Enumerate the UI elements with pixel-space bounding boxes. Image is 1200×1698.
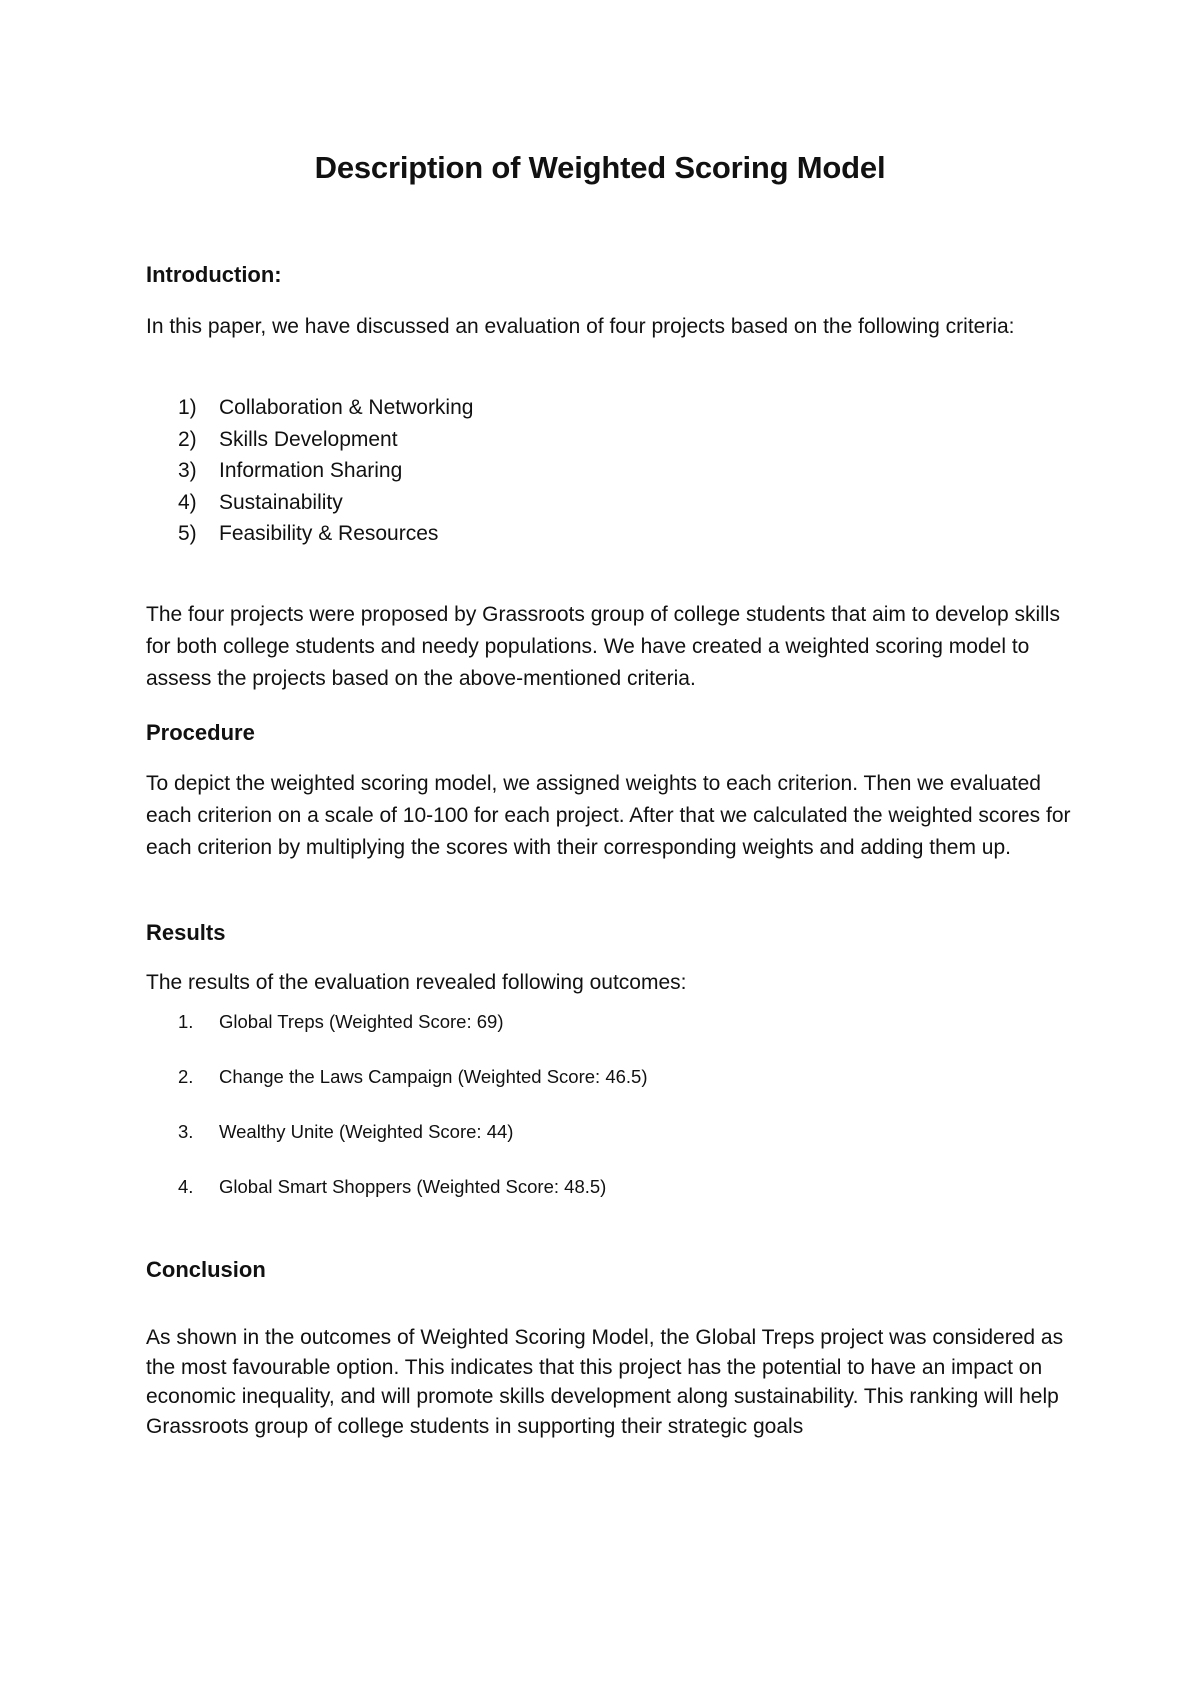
list-item-number: 3)	[178, 459, 197, 482]
list-item-number: 4)	[178, 490, 197, 514]
list-item-label: Skills Development	[219, 427, 398, 451]
criteria-list	[178, 392, 473, 550]
list-item-label: Wealthy Unite (Weighted Score: 44)	[219, 1121, 514, 1142]
list-item-label: Information Sharing	[219, 459, 403, 482]
conclusion-heading: Conclusion	[146, 1257, 266, 1282]
list-item-label: Sustainability	[219, 490, 343, 514]
results-list	[178, 1009, 648, 1229]
list-item-label: Feasibility & Resources	[219, 522, 439, 545]
procedure-heading: Procedure	[146, 720, 255, 745]
procedure-paragraph: To depict the weighted scoring model, we assigned weights to each criterion. Then we evaluated each criterion on a scale of 10-100 for each project. After that we calculated the weighted scores for each criterion by multiplying the scores with their corresponding weights and adding them up.	[146, 772, 1071, 859]
list-item-number: 1.	[178, 1011, 194, 1032]
list-item-number: 3.	[178, 1121, 194, 1142]
results-heading: Results	[146, 920, 226, 945]
list-item	[178, 1009, 648, 1064]
list-item	[178, 518, 473, 550]
list-item-label: Collaboration & Networking	[219, 396, 474, 419]
list-item	[178, 1064, 648, 1119]
list-item	[178, 1174, 648, 1229]
list-item-number: 2)	[178, 427, 197, 451]
list-item	[178, 455, 473, 487]
list-item	[178, 424, 473, 456]
introduction-paragraph: In this paper, we have discussed an evaluation of four projects based on the following criteria:	[146, 315, 1015, 338]
results-intro: The results of the evaluation revealed following outcomes:	[146, 971, 687, 994]
list-item-number: 4.	[178, 1176, 194, 1197]
projects-paragraph: The four projects were proposed by Grassroots group of college students that aim to develop skills for both college students and needy populations. We have created a weighted scoring model to assess the projects based on the above-mentioned criteria.	[146, 603, 1060, 690]
list-item	[178, 392, 473, 424]
document-title: Description of Weighted Scoring Model	[314, 150, 886, 185]
list-item-label: Global Smart Shoppers (Weighted Score: 48.5)	[219, 1176, 607, 1197]
list-item	[178, 1119, 648, 1174]
list-item-label: Global Treps (Weighted Score: 69)	[219, 1011, 504, 1032]
list-item-number: 2.	[178, 1066, 194, 1087]
introduction-heading: Introduction:	[146, 262, 282, 287]
list-item	[178, 487, 473, 519]
list-item-number: 5)	[178, 522, 197, 545]
conclusion-paragraph: As shown in the outcomes of Weighted Scoring Model, the Global Treps project was considered as the most favourable option. This indicates that this project has the potential to have an impact on economic inequality, and will promote skills development along sustainability. This ranking will help Grassroots group of college students in supporting their strategic goals	[146, 1326, 1064, 1438]
list-item-number: 1)	[178, 396, 197, 419]
list-item-label: Change the Laws Campaign (Weighted Score: 46.5)	[219, 1066, 648, 1087]
